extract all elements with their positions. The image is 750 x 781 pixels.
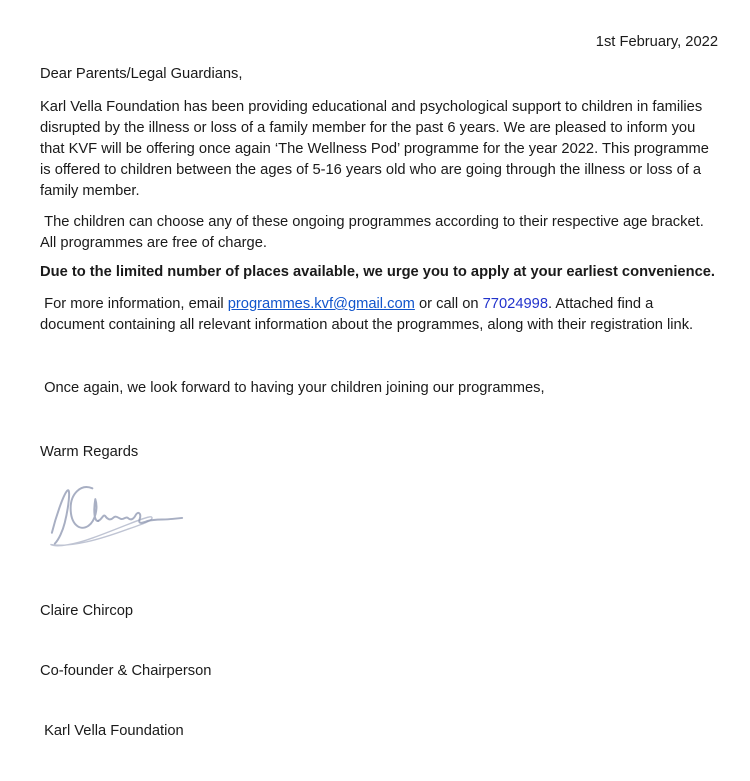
- paragraph-contact: [40, 294, 720, 336]
- contact-text-between: or call on: [414, 296, 483, 312]
- paragraph-intro: Karl Vella Foundation has been providing educational and psychological support to children in families disrupted by the illness or loss of a family member for the past 6 years. We are pleased to inform you that KVF will be offering once again ‘The Wellness Pod’ programme for the year 2022. This programme is offered to children between the ages of 5-16 years old who are going through the illness or loss of a family member.: [40, 99, 713, 199]
- signature-image: [44, 479, 192, 549]
- letter-page: [0, 32, 750, 741]
- signoff-text: Warm Regards: [40, 444, 139, 460]
- phone-number-link[interactable]: 77024998: [482, 296, 548, 312]
- signatory-title: Co-founder & Chairperson: [40, 663, 212, 679]
- paragraph-closing: Once again, we look forward to having your children joining our programmes,: [40, 380, 545, 396]
- signature-block: [0, 561, 750, 781]
- signatory-organization: Karl Vella Foundation: [40, 723, 184, 739]
- letter-date: 1st February, 2022: [595, 34, 718, 50]
- signatory-name: Claire Chircop: [40, 603, 134, 619]
- paragraph-programmes: The children can choose any of these ongoing programmes according to their respective age bracket. All programmes are free of charge.: [40, 214, 712, 251]
- contact-text-before-email: For more information, email: [40, 296, 228, 312]
- email-link[interactable]: programmes.kvf@gmail.com: [227, 296, 415, 312]
- letter-body: [0, 64, 750, 463]
- handwritten-signature-scribble-icon: [44, 479, 192, 549]
- salutation: Dear Parents/Legal Guardians,: [40, 66, 243, 82]
- contact-text-after: . Attached find a document containing all relevant information about the programmes, along with their registration link.: [40, 296, 694, 333]
- paragraph-urgency: Due to the limited number of places available, we urge you to apply at your earliest convenience.: [40, 264, 715, 280]
